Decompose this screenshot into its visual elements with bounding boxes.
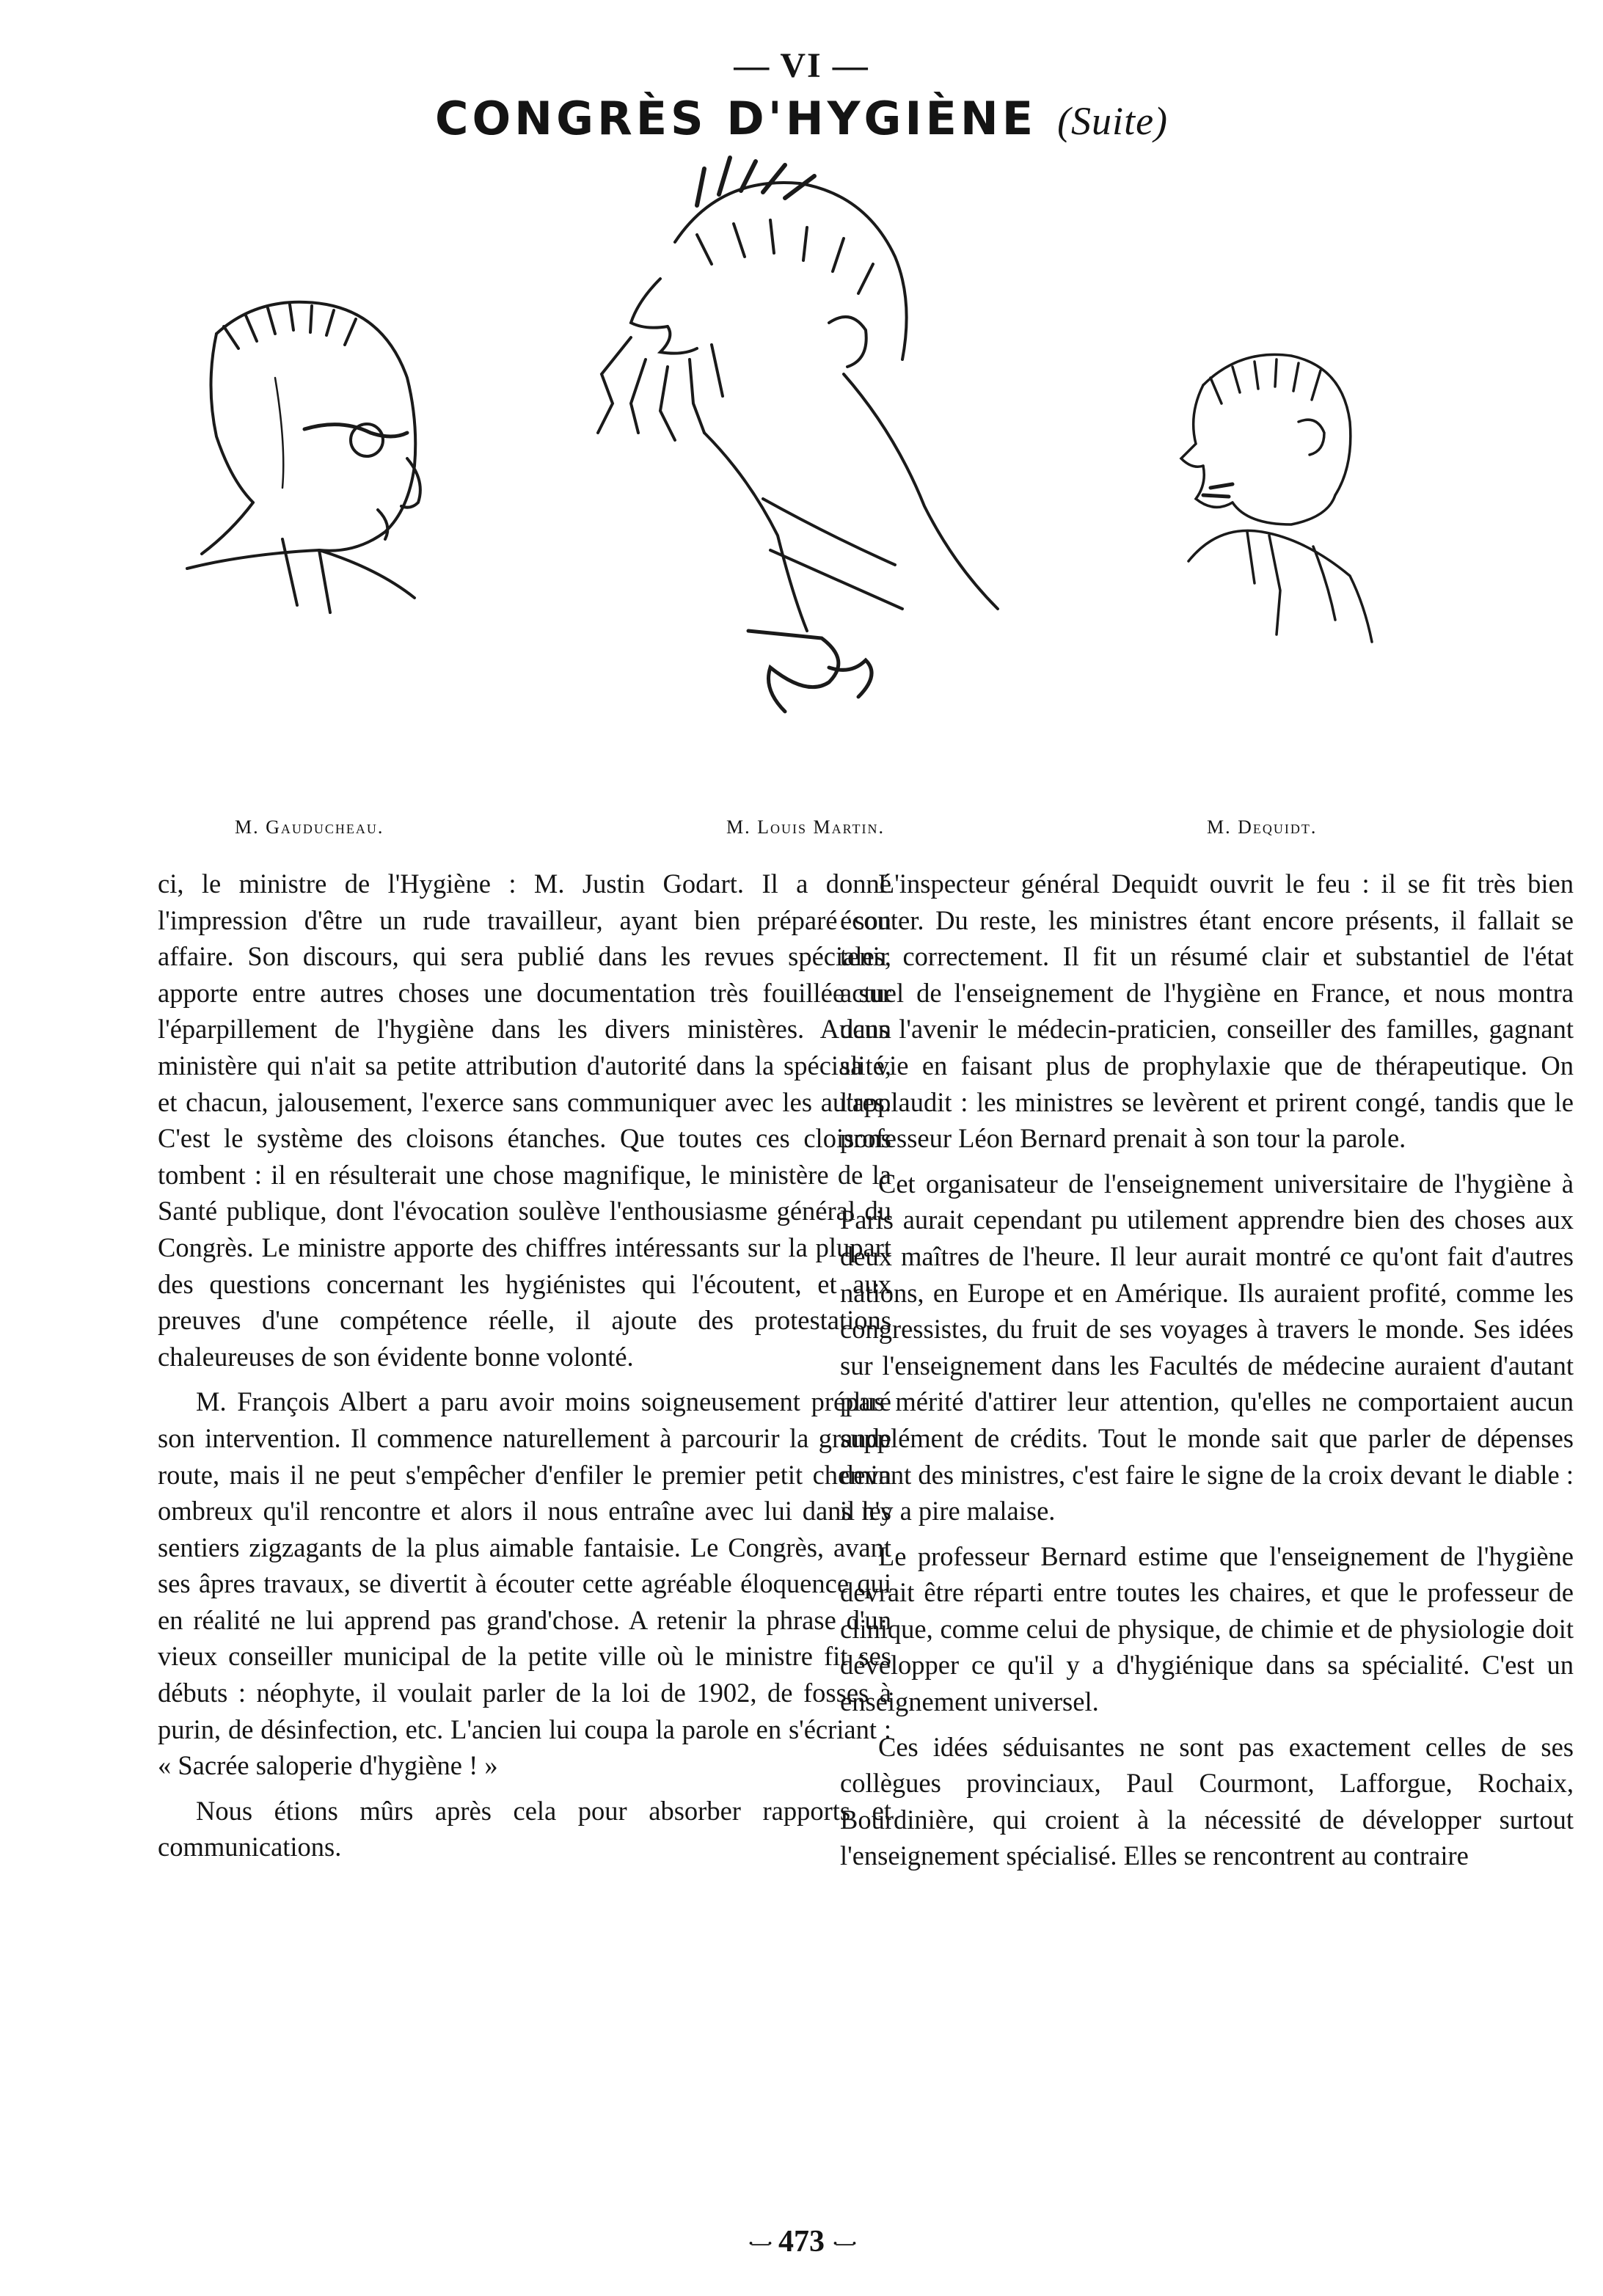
article-column-right [840,866,1574,1883]
portrait-gauducheau [172,290,459,635]
paragraph: M. François Albert a paru avoir moins soigneusement préparé son intervention. Il commence naturellement à parcourir la grande route, mais il ne peut s'empêcher d'enfiler le premier petit chemin ombreux qu'il rencontre et alors il nous entraîne avec lui dans les sentiers zigzagants de la plus aimable fantaisie. Le Congrès, avant ses âpres travaux, se divertit à écouter cette agréable éloquence qui en réalité ne lui apprend pas grand'chose. A retenir la phrase d'un vieux conseiller municipal de la petite ville où le ministre fit ses débuts : néophyte, il voulait parler de la loi de 1902, de fosses à purin, de désinfection, etc. L'ancien lui coupa la parole en s'écriant : « Sacrée saloperie d'hygiène ! » [158,1386,891,1781]
page-section-number: — VI — [734,46,869,85]
portrait-sketch-icon [172,290,459,635]
paragraph: Nous étions mûrs après cela pour absorber rapports et communications. [158,1795,891,1862]
paragraph: Ces idées séduisantes ne sont pas exactement celles de ses collègues provinciaux, Paul Courmont, Lafforgue, Rochaix, Bourdinière, qui croient à la nécessité de développer surtout l'enseignement spécialisé. Elles se rencontrent au contraire [840,1731,1574,1871]
page-folio [0,2224,1603,2259]
caption-gauducheau: M. Gauducheau. [235,816,384,838]
title-main: CONGRÈS D'HYGIÈNE [434,92,1037,145]
paragraph: Le professeur Bernard estime que l'enseignement de l'hygiène devrait être réparti entre toutes les chaires, et que le professeur de clinique, comme celui de physique, de chimie et de physiologie doit développer ce qu'il y a d'hygiénique dans sa spécialité. C'est un enseignement universel. [840,1540,1574,1717]
folio-ornament-right: ·—· [832,2234,855,2253]
portrait-sketch-icon [587,154,1027,741]
caption-louis-martin: M. Louis Martin. [726,816,886,838]
portrait-louis-martin [587,154,1027,741]
caption-dequidt: M. Dequidt. [1207,816,1318,838]
paragraph: L'inspecteur général Dequidt ouvrit le feu : il se fit très bien écouter. Du reste, les ministres étant encore présents, il fallait se tenir correctement. Il fit un résumé clair et substantiel de l'état actuel de l'enseignement de l'hygiène en France, et nous montra dans l'avenir le médecin-praticien, conseiller des familles, gagnant sa vie en faisant plus de prophylaxie que de thérapeutique. On l'applaudit : les ministres se levèrent et prirent congé, tandis que le professeur Léon Bernard prenait à son tour la parole. [840,869,1574,1154]
title-suffix: (Suite) [1057,99,1169,143]
folio-ornament-left: ·—· [748,2234,771,2253]
portrait-dequidt [1159,341,1379,649]
article-column-left [158,866,891,1874]
paragraph: Cet organisateur de l'enseignement universitaire de l'hygiène à Paris aurait cependant pu utilement apprendre bien des choses aux deux maîtres de l'heure. Il leur aurait montré ce qu'ont fait d'autres nations, en Europe et en Amérique. Ils auraient profité, comme les congressistes, du fruit de ses voyages à travers le monde. Ses idées sur l'enseignement dans les Facultés de médecine auraient d'autant plus mérité d'attirer leur attention, qu'elles ne comportaient aucun supplément de crédits. Tout le monde sait que parler de dépenses devant des ministres, c'est faire le signe de la croix devant le diable : il n'y a pire malaise. [840,1168,1574,1527]
folio-number: 473 [778,2225,825,2259]
article-title [0,92,1603,145]
portrait-sketch-icon [1159,341,1379,649]
paragraph: ci, le ministre de l'Hygiène : M. Justin Godart. Il a donné l'impression d'être un rude travailleur, ayant bien préparé son affaire. Son discours, qui sera publié dans les revues spéciales, apporte entre autres choses une documentation très fouillée sur l'éparpillement de l'hygiène dans les divers ministères. Aucun ministère qui n'ait sa petite attribution d'autorité dans la spécialité, et chacun, jalousement, l'exerce sans communiquer avec les autres. C'est le système des cloisons étanches. Que toutes ces cloisons tombent : il en résulterait une chose magnifique, le ministère de la Santé publique, dont l'évocation soulève l'enthousiasme général du Congrès. Le ministre apporte des chiffres intéressants sur la plupart des questions concernant les hygiénistes qui l'écoutent, et aux preuves d'une compétence réelle, il ajoute des protestations chaleureuses de son évidente bonne volonté. [158,869,891,1372]
